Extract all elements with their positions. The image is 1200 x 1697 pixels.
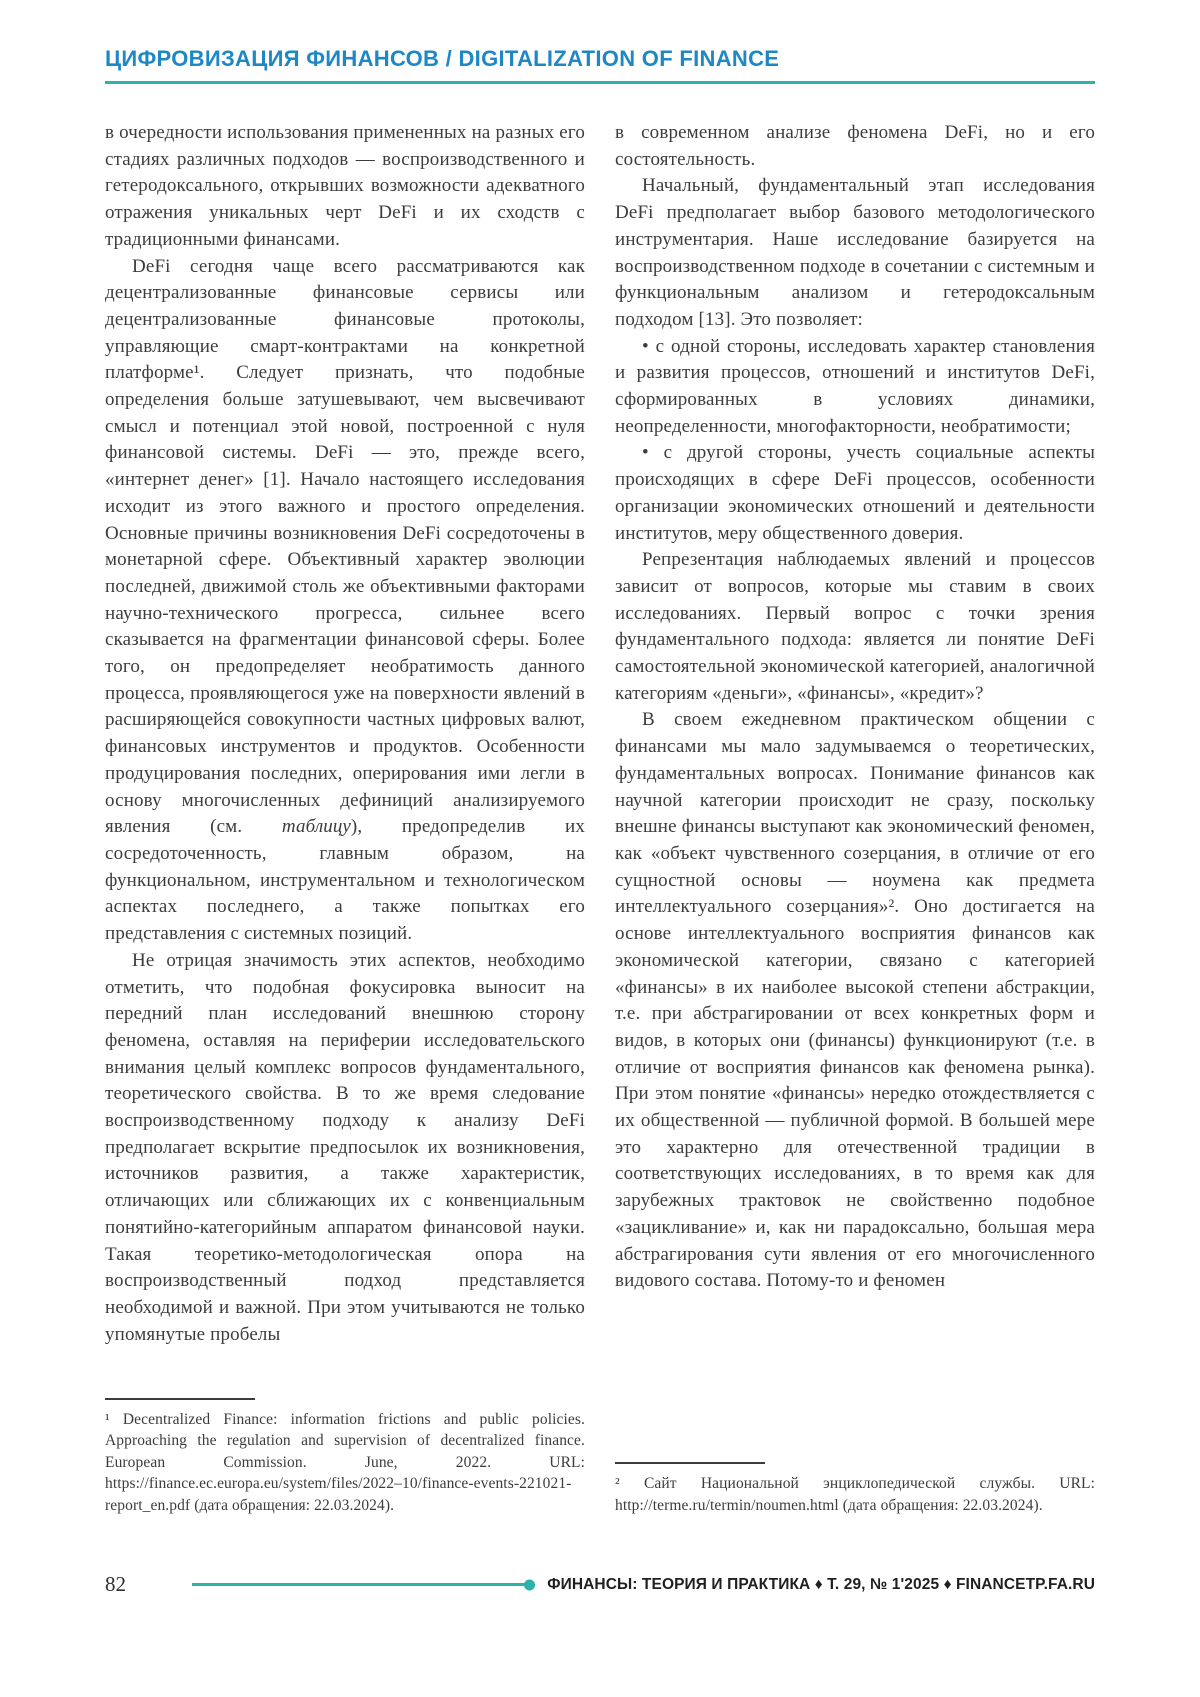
section-title: ЦИФРОВИЗАЦИЯ ФИНАНСОВ / DIGITALIZATION OF FINANCE [105, 46, 780, 71]
left-footnotes [105, 1390, 585, 1516]
footnote-separator [615, 1462, 765, 1464]
footnote-1 [105, 1409, 585, 1516]
paragraph: DeFi сегодня чаще всего рассматриваются как децентрализованные финансовые сервисы или децентрализованные финансовые протоколы, управляющие смарт-контрактами на конкретной платформе¹. Следует признать, что подобные определения больше затушевывают, чем высвечивают смысл и потенциал этой новой, построенной с нуля финансовой системы. DeFi — это, прежде всего, «интернет денег» [1]. Начало настоящего исследования исходит из этого важного и простого определения. Основные причины возникновения DeFi сосредоточены в монетарной сфере. Объективный характер эволюции последней, движимой столь же объективными факторами научно-технического прогресса, сильнее всего сказывается на фрагментации финансовой сферы. Более того, он предопределяет необратимость данного процесса, проявляющегося уже на поверхности явлений в расширяющейся совокупности частных цифровых валют, финансовых инструментов и продуктов. Особенности продуцирования последних, оперирования ими легли в основу многочисленных дефиниций анализируемого явления (см. таблицу), предопределив их сосредоточенность, главным образом, на функциональном, инструментальном и технологическом аспектах последнего, а также попытках его представления с системных позиций. [105, 255, 585, 945]
right-footnotes [615, 1454, 1095, 1516]
right-column-text [615, 120, 1095, 1295]
article-body [105, 120, 1095, 1516]
paragraph: ² Сайт Национальной энциклопедической службы. URL: http://terme.ru/termin/noumen.html (дата обращения: 22.03.2024). [615, 1475, 1095, 1514]
left-column-text [105, 120, 585, 1348]
paragraph: Не отрицая значимость этих аспектов, необходимо отметить, что подобная фокусировка выносит на передний план исследований внешнюю сторону феномена, оставляя на периферии исследовательского внимания целый комплекс вопросов фундаментального, теоретического свойства. В то же время следование воспроизводственному подходу к анализу DeFi предполагает вскрытие предпосылок их возникновения, источников развития, а также характеристик, отличающих или сближающих их с конвенциальным понятийно-категорийным аппаратом финансовой науки. Такая теоретико-методологическая опора на воспроизводственный подход представляется необходимой и важной. При этом учитываются не только упомянутые пробелы [105, 949, 585, 1345]
footnote-2 [615, 1473, 1095, 1516]
header-rule [105, 81, 1095, 84]
footer-dot-icon [524, 1579, 535, 1590]
page-header [105, 46, 1095, 84]
page-number: 82 [105, 1572, 126, 1596]
paragraph: ¹ Decentralized Finance: information frictions and public policies. Approaching the regulation and supervision of decentralized finance. European Commission. June, 2022. URL: https://finance.ec.europa.eu/system/files/2022–10/finance-events-221021-report_en.pdf (дата обращения: 22.03.2024). [105, 1410, 585, 1514]
paragraph: в современном анализе феномена DeFi, но и его состоятельность. [615, 122, 1095, 170]
paragraph: Начальный, фундаментальный этап исследования DeFi предполагает выбор базового методологического инструментария. Наше исследование базируется на воспроизводственном подходе в сочетании с системным и функциональным анализом и гетеродоксальным подходом [13]. Это позволяет: [615, 175, 1095, 330]
page-footer [105, 1572, 1095, 1597]
journal-info: ФИНАНСЫ: ТЕОРИЯ И ПРАКТИКА ♦ Т. 29, № 1'2025 ♦ FINANCETP.FA.RU [547, 1575, 1095, 1593]
footer-rule [192, 1583, 530, 1586]
paragraph: • с одной стороны, исследовать характер становления и развития процессов, отношений и институтов DeFi, сформированных в условиях динамики, неопределенности, многофакторности, необратимости; [615, 335, 1095, 437]
paragraph: В своем ежедневном практическом общении с финансами мы мало задумываемся о теоретических, фундаментальных вопросах. Понимание финансов как научной категории происходит не сразу, поскольку внешне финансы выступают как экономический феномен, как «объект чувственного созерцания, в отличие от его сущностной основы — ноумена как предмета интеллектуального созерцания»². Оно достигается на основе интеллектуального восприятия финансов как экономической категории, связано с категорией «финансы» в их наиболее высокой степени абстракции, т.е. при абстрагировании от всех конкретных форм и видов, в которых они (финансы) функционируют (т.е. в отличие от восприятия финансов как феномена рынка). При этом понятие «финансы» нередко отождествляется с их общественной — публичной формой. В большей мере это характерно для отечественной традиции в соответствующих исследованиях, в то время как для зарубежных трактовок не свойственно подобное «зацикливание» и, как ни парадоксально, большая мера абстрагирования сути явления от его многочисленного видового состава. Потому-то и феномен [615, 709, 1095, 1292]
footnote-separator [105, 1398, 255, 1400]
paragraph: в очередности использования примененных на разных его стадиях различных подходов — воспроизводственного и гетеродоксального, открывших возможности адекватного отражения уникальных черт DeFi и их сходств с традиционными финансами. [105, 122, 585, 250]
paragraph: • с другой стороны, учесть социальные аспекты происходящих в сфере DeFi процессов, особенности организации экономических отношений и деятельности институтов, меру общественного доверия. [615, 442, 1095, 544]
left-column [105, 120, 585, 1516]
right-column [615, 120, 1095, 1516]
paragraph: Репрезентация наблюдаемых явлений и процессов зависит от вопросов, которые мы ставим в своих исследованиях. Первый вопрос с точки зрения фундаментального подхода: является ли понятие DeFi самостоятельной экономической категорией, аналогичной категориям «деньги», «финансы», «кредит»? [615, 549, 1095, 704]
